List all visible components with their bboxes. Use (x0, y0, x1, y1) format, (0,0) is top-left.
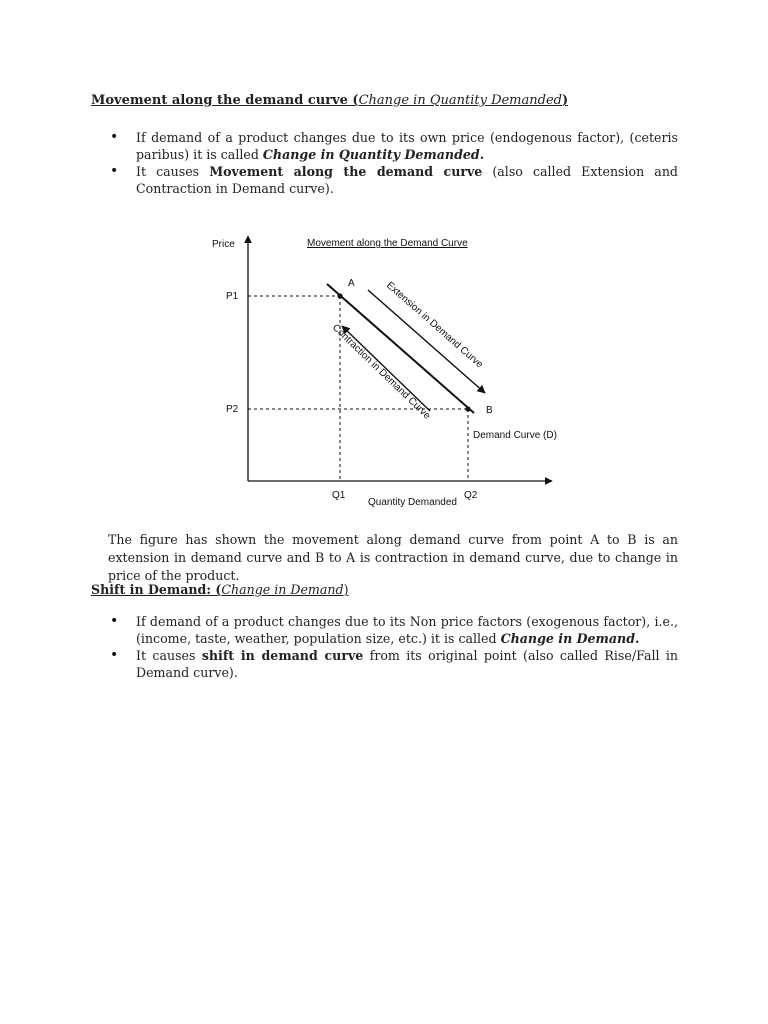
section-heading-movement: Movement along the demand curve (Change in Quantity Demanded) (91, 93, 569, 108)
figure-explanation-paragraph: The figure has shown the movement along demand curve from point A to B is an extension in demand curve and B to A is contraction in demand curve, due to change in price of the product. (108, 532, 678, 583)
bullet-item: • If demand of a product changes due to its Non price factors (exogenous factor), i.e., (income, taste, weather, population size, etc.) it is called Change in Demand. (110, 613, 678, 647)
chart-title: Movement along the Demand Curve (307, 238, 468, 249)
point-a-label: A (348, 278, 355, 289)
bullet-list-movement (110, 129, 678, 197)
bullet-list-shift (110, 613, 678, 681)
p2-label: P2 (226, 404, 239, 415)
section-heading-shift: Shift in Demand: (Change in Demand) (91, 582, 349, 597)
bullet-item: • It causes shift in demand curve from its original point (also called Rise/Fall in Demand curve). (110, 647, 678, 681)
y-axis-label: Price (212, 239, 235, 250)
q2-label: Q2 (464, 490, 478, 501)
point-b-marker (465, 406, 470, 411)
contraction-label: Contraction in Demand Curve (329, 322, 433, 422)
point-a-marker (337, 293, 342, 298)
bullet-item: • If demand of a product changes due to its own price (endogenous factor), (ceteris paribus) it is called Change in Quantity Demanded. (110, 129, 678, 163)
p1-label: P1 (226, 291, 239, 302)
x-axis-label: Quantity Demanded (368, 497, 457, 508)
q1-label: Q1 (332, 490, 346, 501)
point-b-label: B (486, 405, 493, 416)
bullet-item: • It causes Movement along the demand curve (also called Extension and Contraction in Demand curve). (110, 163, 678, 197)
demand-curve-label: Demand Curve (D) (473, 430, 557, 441)
extension-label: Extension in Demand Curve (384, 279, 485, 371)
demand-curve-diagram (200, 228, 570, 518)
